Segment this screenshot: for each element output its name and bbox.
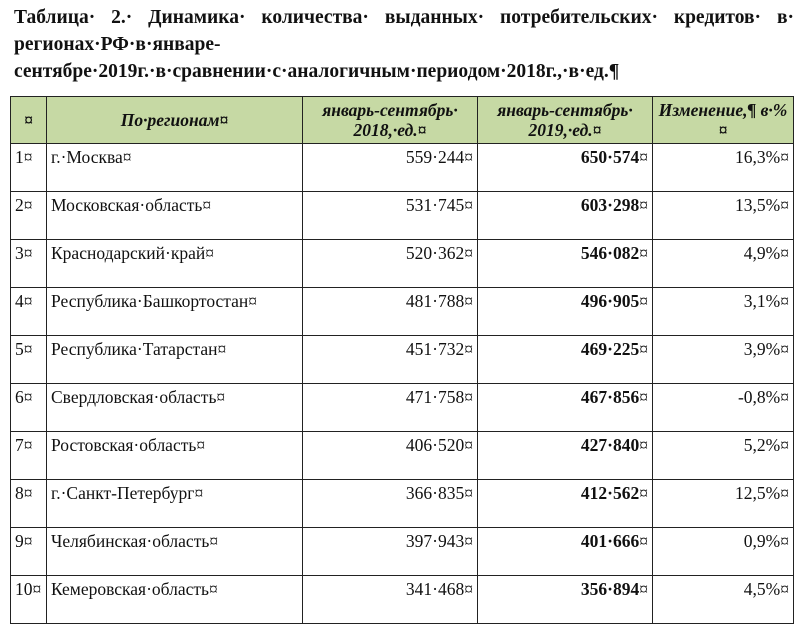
cell-change: 4,9%¤	[653, 240, 794, 288]
table-row	[11, 480, 794, 528]
cell-num: 3¤	[11, 240, 47, 288]
cell-change: 0,9%¤	[653, 528, 794, 576]
value-2019: 427·840	[580, 435, 640, 455]
cell-num: 1¤	[11, 144, 47, 192]
cell-change: 4,5%¤	[653, 576, 794, 624]
cell-end-mark: ¤	[639, 579, 648, 599]
cell-end-mark: ¤	[639, 435, 648, 455]
cell-end-mark: ¤	[639, 531, 648, 551]
cell-change: 13,5%¤	[653, 192, 794, 240]
cell-2018: 559·244¤	[303, 144, 478, 192]
cell-2019	[478, 336, 653, 384]
cell-2018: 406·520¤	[303, 432, 478, 480]
cell-region: г.·Москва¤	[47, 144, 303, 192]
cell-change: 5,2%¤	[653, 432, 794, 480]
table-header-row	[11, 97, 794, 144]
table-row	[11, 144, 794, 192]
cell-2019	[478, 576, 653, 624]
cell-2018: 481·788¤	[303, 288, 478, 336]
cell-2018: 366·835¤	[303, 480, 478, 528]
cell-num: 8¤	[11, 480, 47, 528]
cell-num: 6¤	[11, 384, 47, 432]
value-2019: 356·894	[580, 579, 640, 599]
cell-region: Краснодарский·край¤	[47, 240, 303, 288]
table-row	[11, 240, 794, 288]
cell-region: Свердловская·область¤	[47, 384, 303, 432]
cell-2019	[478, 288, 653, 336]
cell-2018: 531·745¤	[303, 192, 478, 240]
cell-2018: 397·943¤	[303, 528, 478, 576]
cell-2019	[478, 432, 653, 480]
cell-end-mark: ¤	[639, 339, 648, 359]
cell-end-mark: ¤	[639, 483, 648, 503]
cell-num: 2¤	[11, 192, 47, 240]
cell-region: г.·Санкт-Петербург¤	[47, 480, 303, 528]
table-caption: Таблица· 2.· Динамика· количества· выданных· потребительских· кредитов· в· регионах·РФ·в·январе-сентябре·2019г.·в·сравнении·с·аналогичным·периодом·2018г.,·в·ед.¶	[14, 7, 794, 82]
cell-num: 4¤	[11, 288, 47, 336]
table-row	[11, 288, 794, 336]
header-num: ¤	[11, 97, 47, 144]
cell-region: Челябинская·область¤	[47, 528, 303, 576]
cell-2019	[478, 480, 653, 528]
value-2019: 469·225	[580, 339, 640, 359]
cell-num: 9¤	[11, 528, 47, 576]
cell-end-mark: ¤	[639, 243, 648, 263]
cell-end-mark: ¤	[639, 147, 648, 167]
cell-change: -0,8%¤	[653, 384, 794, 432]
cell-change: 12,5%¤	[653, 480, 794, 528]
cell-change: 3,9%¤	[653, 336, 794, 384]
value-2019: 467·856	[580, 387, 640, 407]
value-2019: 496·905	[580, 291, 640, 311]
value-2019: 401·666	[580, 531, 640, 551]
cell-2019	[478, 384, 653, 432]
cell-region: Кемеровская·область¤	[47, 576, 303, 624]
cell-2018: 471·758¤	[303, 384, 478, 432]
cell-change: 16,3%¤	[653, 144, 794, 192]
cell-end-mark: ¤	[639, 291, 648, 311]
cell-2019	[478, 528, 653, 576]
cell-region: Республика·Башкортостан¤	[47, 288, 303, 336]
value-2019: 412·562	[580, 483, 640, 503]
header-2018: январь-сентябрь· 2018,·ед.¤	[303, 97, 478, 144]
cell-end-mark: ¤	[639, 387, 648, 407]
table-body	[11, 144, 794, 624]
cell-num: 10¤	[11, 576, 47, 624]
table-row	[11, 192, 794, 240]
regions-credit-table	[10, 96, 794, 624]
cell-2018: 451·732¤	[303, 336, 478, 384]
cell-num: 5¤	[11, 336, 47, 384]
cell-change: 3,1%¤	[653, 288, 794, 336]
table-row	[11, 432, 794, 480]
header-2019: январь-сентябрь· 2019,·ед.¤	[478, 97, 653, 144]
cell-num: 7¤	[11, 432, 47, 480]
table-row	[11, 336, 794, 384]
cell-2018: 520·362¤	[303, 240, 478, 288]
cell-region: Ростовская·область¤	[47, 432, 303, 480]
cell-2019	[478, 240, 653, 288]
cell-2019	[478, 192, 653, 240]
value-2019: 603·298	[580, 195, 640, 215]
table-row	[11, 384, 794, 432]
cell-2018: 341·468¤	[303, 576, 478, 624]
cell-2019	[478, 144, 653, 192]
cell-region: Республика·Татарстан¤	[47, 336, 303, 384]
header-change: Изменение,¶ в·%¤	[653, 97, 794, 144]
cell-region: Московская·область¤	[47, 192, 303, 240]
header-region: По·регионам¤	[47, 97, 303, 144]
value-2019: 546·082	[580, 243, 640, 263]
value-2019: 650·574	[580, 147, 640, 167]
table-row	[11, 576, 794, 624]
table-row	[11, 528, 794, 576]
cell-end-mark: ¤	[639, 195, 648, 215]
